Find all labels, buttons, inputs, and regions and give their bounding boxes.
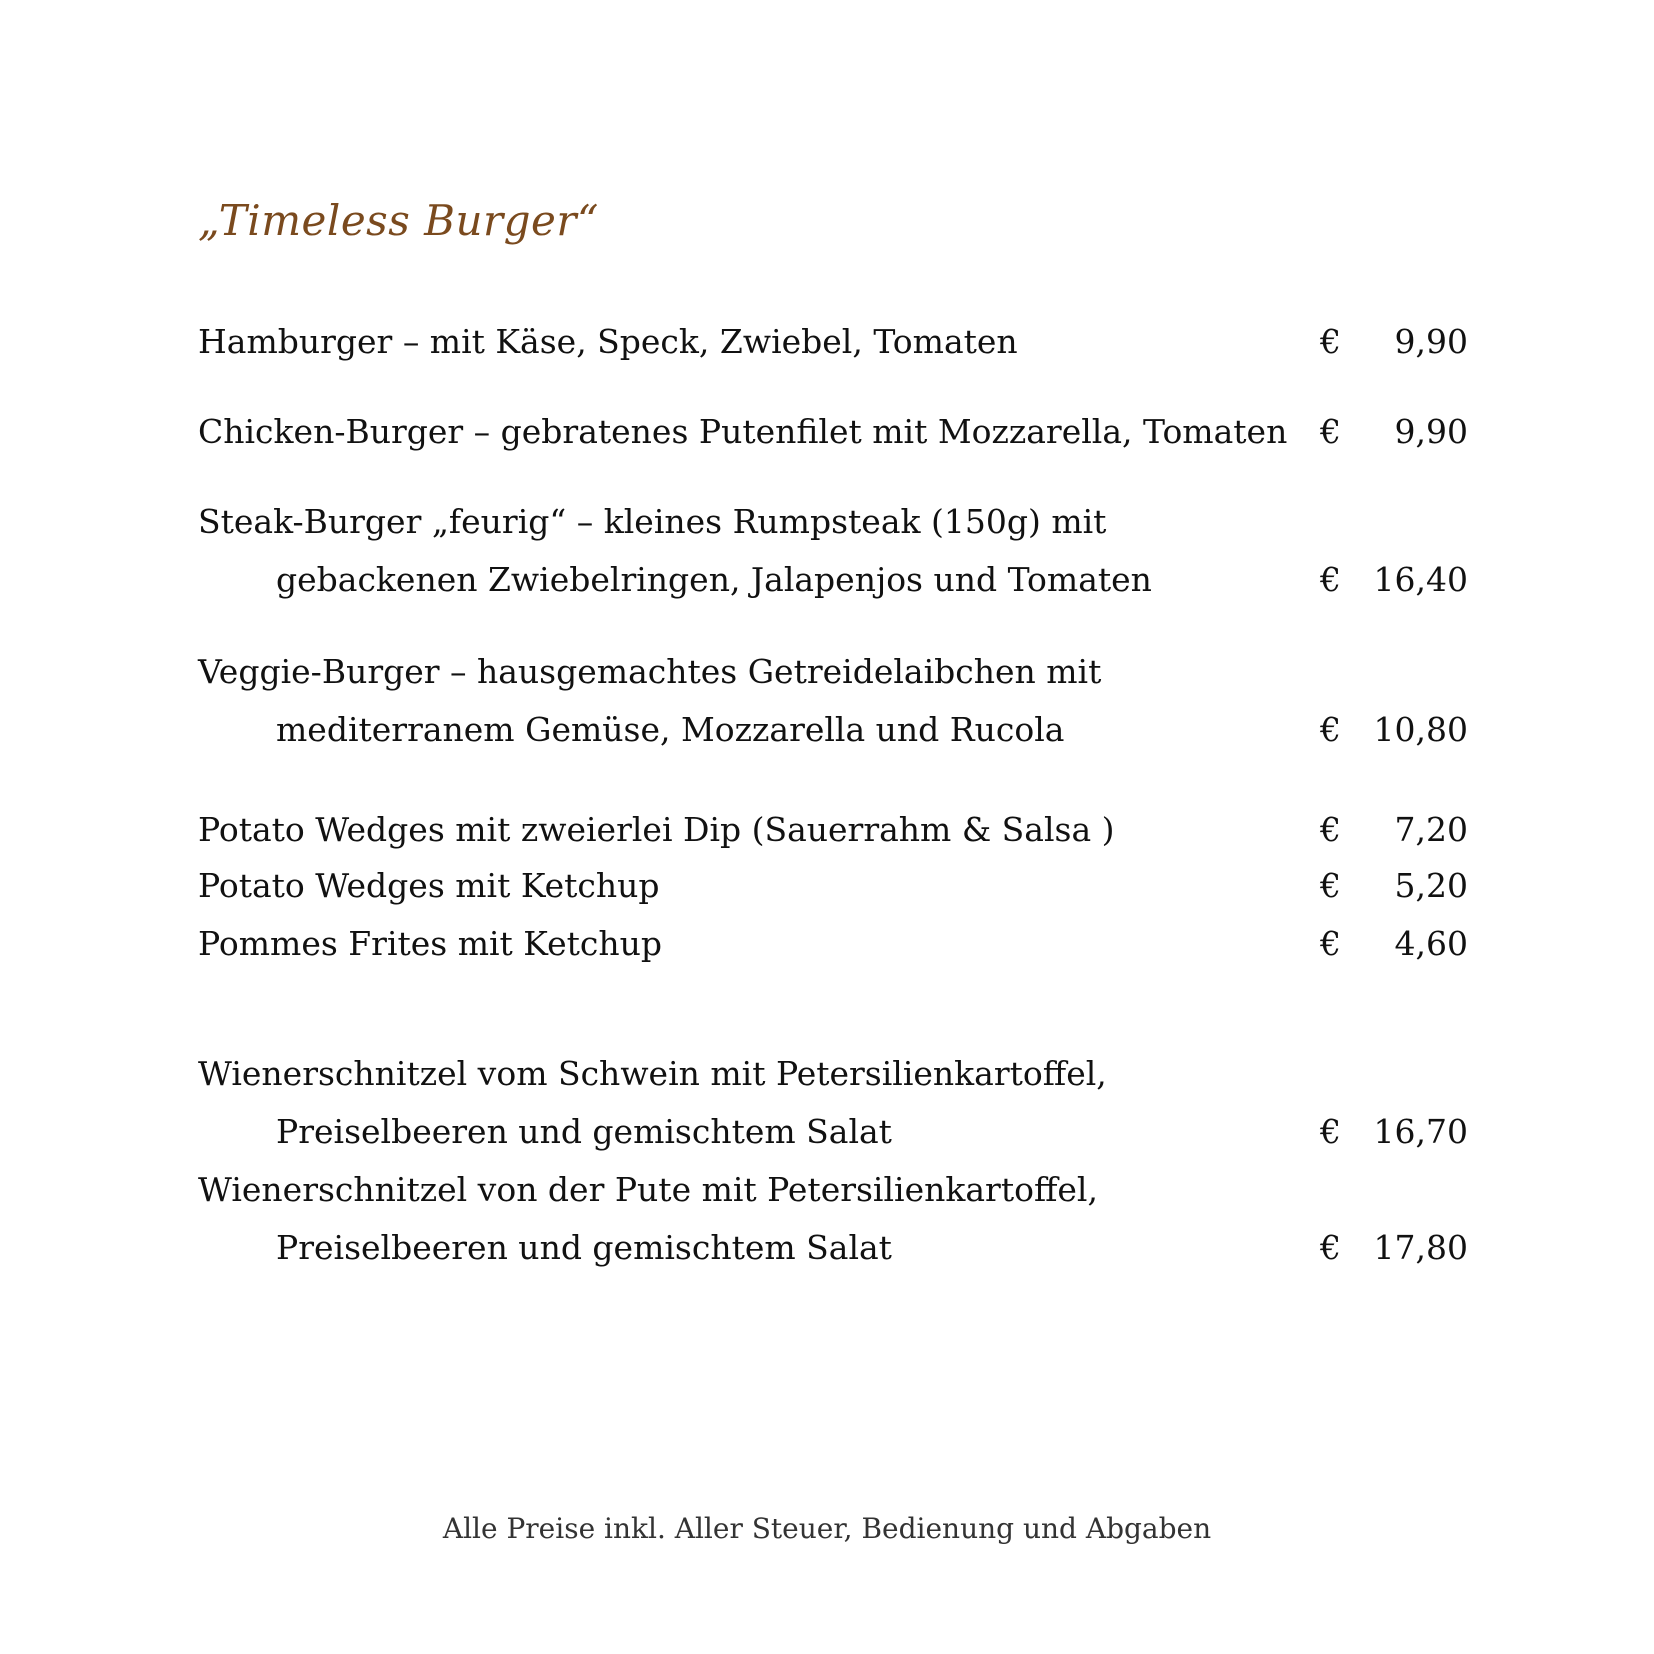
item-description-continued: mediterranem Gemüse, Mozzarella und Rucola [276, 710, 1065, 749]
currency-symbol: € [1320, 810, 1341, 849]
menu-title: „Timeless Burger“ [198, 196, 599, 245]
item-price: 7,20 [1394, 810, 1468, 849]
menu-item-schnitzel-schwein-line2 [198, 1108, 1468, 1156]
item-description-continued: gebackenen Zwiebelringen, Jalapenjos und Tomaten [276, 560, 1152, 599]
menu-item-potato-wedges-dip [198, 806, 1468, 854]
menu-item-chicken-burger [198, 408, 1468, 456]
menu-item-veggie-burger-line2 [198, 706, 1468, 754]
item-price: 4,60 [1394, 924, 1468, 963]
item-description: Hamburger – mit Käse, Speck, Zwiebel, Tomaten [198, 322, 1018, 361]
item-price: 16,70 [1373, 1112, 1468, 1151]
currency-symbol: € [1320, 710, 1341, 749]
currency-symbol: € [1320, 560, 1341, 599]
menu-item-hamburger [198, 318, 1468, 366]
item-description: Pommes Frites mit Ketchup [198, 924, 662, 963]
item-description: Wienerschnitzel von der Pute mit Petersilienkartoffel, [198, 1170, 1098, 1209]
item-description-continued: Preiselbeeren und gemischtem Salat [276, 1112, 892, 1151]
menu-item-potato-wedges-ketchup [198, 862, 1468, 910]
item-description-continued: Preiselbeeren und gemischtem Salat [276, 1228, 892, 1267]
item-description: Potato Wedges mit Ketchup [198, 866, 660, 905]
menu-item-steak-burger-line2 [198, 556, 1468, 604]
currency-symbol: € [1320, 1228, 1341, 1267]
item-description: Steak-Burger „feurig“ – kleines Rumpsteak (150g) mit [198, 502, 1107, 541]
currency-symbol: € [1320, 322, 1341, 361]
menu-item-schnitzel-pute-line2 [198, 1224, 1468, 1272]
price-disclaimer: Alle Preise inkl. Aller Steuer, Bedienung und Abgaben [442, 1512, 1212, 1545]
item-description: Veggie-Burger – hausgemachtes Getreidelaibchen mit [198, 652, 1102, 691]
menu-item-pommes-frites [198, 920, 1468, 968]
menu-item-veggie-burger-line1 [198, 648, 1468, 696]
currency-symbol: € [1320, 412, 1341, 451]
currency-symbol: € [1320, 1112, 1341, 1151]
currency-symbol: € [1320, 866, 1341, 905]
menu-item-schnitzel-pute-line1 [198, 1166, 1468, 1214]
currency-symbol: € [1320, 924, 1341, 963]
menu-item-steak-burger-line1 [198, 498, 1468, 546]
item-price: 9,90 [1394, 322, 1468, 361]
item-price: 10,80 [1373, 710, 1468, 749]
item-price: 17,80 [1373, 1228, 1468, 1267]
menu-item-schnitzel-schwein-line1 [198, 1050, 1468, 1098]
item-description: Wienerschnitzel vom Schwein mit Petersilienkartoffel, [198, 1054, 1107, 1093]
item-description: Chicken-Burger – gebratenes Putenfilet mit Mozzarella, Tomaten [198, 412, 1288, 451]
item-price: 9,90 [1394, 412, 1468, 451]
item-price: 5,20 [1394, 866, 1468, 905]
item-price: 16,40 [1373, 560, 1468, 599]
item-description: Potato Wedges mit zweierlei Dip (Sauerrahm & Salsa ) [198, 810, 1115, 849]
